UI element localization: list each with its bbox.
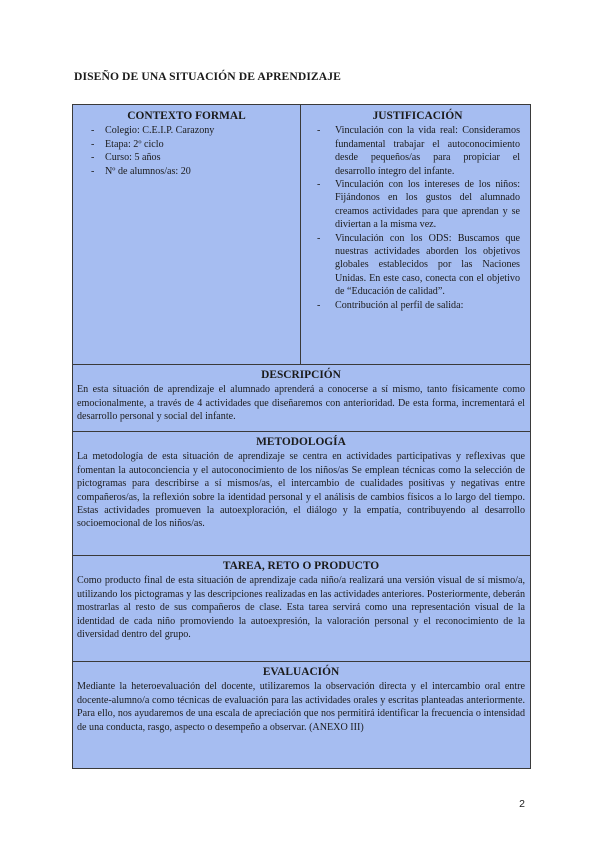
justificacion-list: [315, 124, 520, 312]
page-number: 2: [519, 798, 525, 810]
list-item: - Nº de alumnos/as: 20: [79, 165, 294, 178]
list-item: - Colegio: C.E.I.P. Carazony: [79, 124, 294, 137]
descripcion-heading: DESCRIPCIÓN: [261, 369, 341, 381]
list-item: - Vinculación con la vida real: Consideramos fundamental trabajar el autoconocimiento desde pequeños/as para propiciar el desarrollo íntegro del infante.: [315, 124, 520, 178]
top-row: [72, 104, 531, 365]
contexto-cell: [73, 105, 301, 364]
metodologia-cell: [72, 432, 531, 556]
contexto-list: [79, 124, 294, 178]
list-item: - Etapa: 2º ciclo: [79, 138, 294, 151]
list-item: - Vinculación con los ODS: Buscamos que nuestras actividades aborden los objetivos globales establecidos por las Naciones Unidas. En este caso, conecta con el objetivo de “Educación de calidad”.: [315, 232, 520, 299]
metodologia-text: La metodología de esta situación de aprendizaje se centra en actividades participativas y reflexivas que fomentan la autoconciencia y el autoconocimiento de los niños/as Se emplean técnicas como la selección de pictogramas para describirse a sí mismos/as, el intercambio de cualidades positivas y negativas entre compañeros/as, la reflexión sobre la identidad personal y el análisis de cambios físicos a lo largo del tiempo. Estas actividades promueven la autoexploración, el diálogo y la empatía, contribuyendo al desarrollo socioemocional de los niños/as.: [77, 451, 525, 530]
document-title: DISEÑO DE UNA SITUACIÓN DE APRENDIZAJE: [74, 70, 341, 83]
descripcion-cell: [72, 365, 531, 432]
tarea-heading: TAREA, RETO O PRODUCTO: [222, 560, 380, 572]
evaluacion-heading: EVALUACIÓN: [262, 666, 340, 678]
justificacion-cell: [301, 105, 530, 364]
evaluacion-cell: [72, 662, 531, 769]
tarea-cell: [72, 556, 531, 662]
metodologia-heading: METODOLOGÍA: [256, 436, 346, 448]
justificacion-heading: JUSTIFICACIÓN: [372, 110, 463, 122]
evaluacion-text: Mediante la heteroevaluación del docente, utilizaremos la observación directa y el intercambio oral entre docente-alumno/a como técnicas de evaluación para las actividades orales y escritas planteadas anteriormente. Para ello, nos ayudaremos de una escala de apreciación que nos permitirá identificar la frecuencia o intensidad de una conducta, rasgo, aspecto o desempeño a observar. (ANEXO III): [77, 681, 525, 733]
list-item: - Curso: 5 años: [79, 151, 294, 164]
tarea-text: Como producto final de esta situación de aprendizaje cada niño/a realizará una versión visual de sí mismo/a, utilizando los pictogramas y las descripciones realizadas en las actividades anteriores. Posteriormente, deberán mostrarlas al resto de sus compañeros de clase. Esta tarea servirá como una representación visual de la identidad de cada niño promoviendo la autoexpresión, la valoración personal y el reconocimiento de la diversidad dentro del grupo.: [77, 575, 525, 641]
list-item: - Contribución al perfil de salida:: [315, 299, 520, 312]
list-item: - Vinculación con los intereses de los niños: Fijándonos en los gustos del alumnado creamos actividades para que aprendan y se diviertan a la misma vez.: [315, 178, 520, 232]
contexto-heading: CONTEXTO FORMAL: [127, 110, 246, 122]
planning-table: [72, 104, 531, 769]
descripcion-text: En esta situación de aprendizaje el alumnado aprenderá a conocerse a sí mismo, tanto físicamente como emocionalmente, a través de 4 actividades que diseñaremos con anterioridad. De esta forma, incrementará el desarrollo personal y social del infante.: [77, 384, 525, 423]
